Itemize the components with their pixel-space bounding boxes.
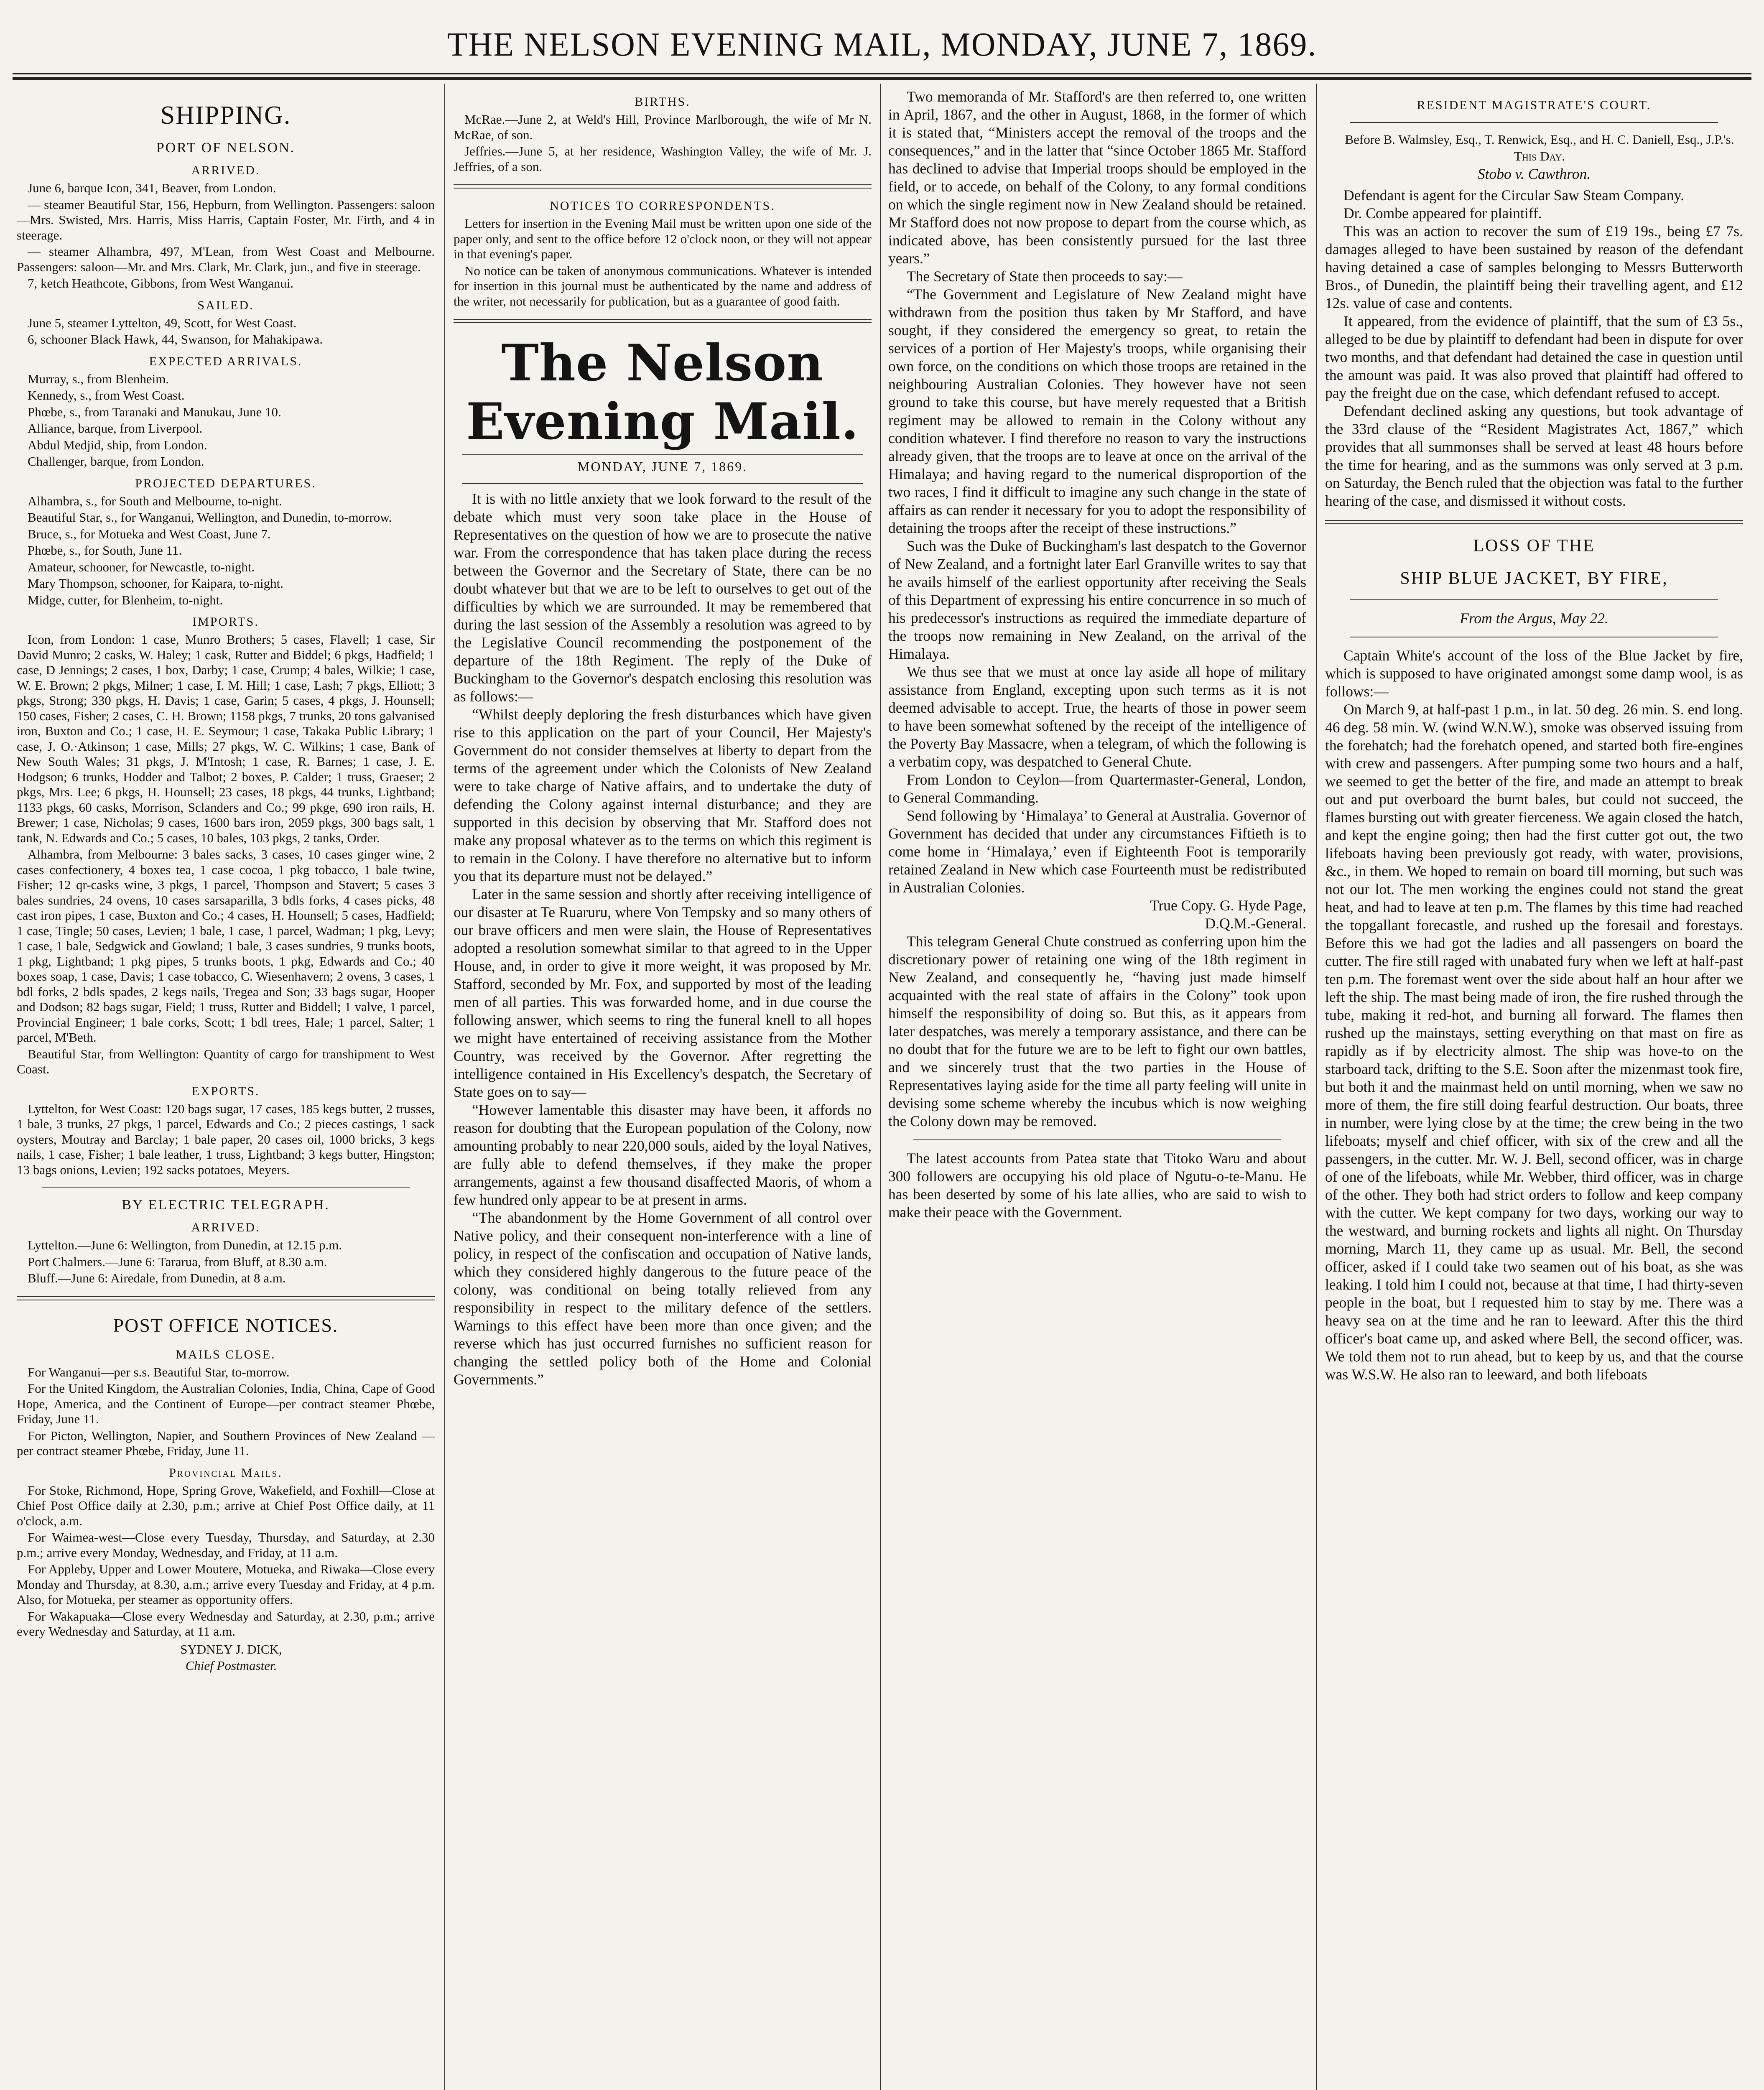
newspaper-flag: The Nelson Evening Mail. — [466, 334, 859, 451]
list-item: Alhambra, s., for South and Melbourne, to-night. — [28, 493, 282, 508]
article-title: LOSS OF THE — [1473, 536, 1595, 556]
list-item: Phœbe, s., from Taranaki and Manukau, June 10. — [28, 404, 281, 419]
signature-title: D.Q.M.-General. — [1205, 915, 1306, 932]
subsection-title: ARRIVED. — [191, 1221, 260, 1234]
divider — [462, 483, 863, 484]
editorial-paragraph: Later in the same session and shortly after receiving intelligence of our disaster at Te Ruaruru, where Von Tempsky and so many others of our brave officers and men were slain, the House of Representatives adopted a resolution somewhat similar to that agreed to in the Upper House, and, in order to give it more weight, it was proposed by Mr. Stafford, seconded by Mr. Fox, and supported by most of the leading men of all parties. This was forwarded home, and in due course the following answer, which seems to ring the funeral knell to all hopes we might have entertained of receiving assistance from the Mother Country, was received by the Governor. After regretting the intelligence contained in His Excellency's despatch, the Secretary of State goes on to say— — [454, 886, 872, 1100]
signature-title: Chief Postmaster. — [185, 1658, 277, 1673]
article-paragraph: On March 9, at half-past 1 p.m., in lat. 50 deg. 26 min. S. end long. 46 deg. 58 min. W. (wind W.N.W.), smoke was observed issuing from the forehatch; had the forehatch opened, and started both fire-engines with crew and passengers. After pumping some two hours and a half, we seemed to get the better of the fire, and made an attempt to break out and put overboard the burnt bales, but could not succeed, the flames bursting out with greater fierceness. We again closed the hatch, and kept the engine going; then had the first cutter got out, the two lifeboats having been previously got ready, with water, provisions, &c., in them. We hoped to remain on board till morning, but such was not our lot. The men working the engines could not stand the great heat, and had to leave at ten p.m. The flames by this time had reached the topgallant forecastle, and rushed up the foresail and forestays. Before this we had got the ladies and all passengers on board the cutter. The fire still raged with unabated fury when we left at half-past ten p.m. The foremast went over the side about half an hour after we left the ship. The mast being made of iron, the fire rushed through the tube, making it red-hot, and burning all forward. The flames then rushed up the mainstays, setting everything on that mast on fire as rapidly as if by electricity almost. The ship was hove-to on the starboard tack, drifting to the S.E. Soon after the mizenmast took fire, but both it and the mainmast held on until morning, when we saw no more of them, the fire still doing fearful destruction. Our boats, three in number, were lying close by at the time; the crew being in the two lifeboats; myself and chief officer, with six of the crew and all the passengers, in the cutter. Mr. W. J. Bell, second officer, was in charge of one of the lifeboats, while Mr. Webber, third officer, was in charge of the other. They both had strict orders to follow and keep company with the cutter. We kept company for two days, working our way to the westward, and burning rockets and lights all night. On Thursday morning, March 11, they came up as usual. Mr. Bell, the second officer, asked if I could take two seamen out of his boat, as she was leaking. I told him I could not, because at that time, I had thirty-seven people in the boat, but I requested him to stay by me. There was a heavy sea on at the time and he ran to leeward. After this the third officer's boat came up, and asked where Bell, the second officer, was. We told them not to run ahead, but to keep by us, and that the course was W.S.W. He also ran to leeward, and both lifeboats — [1325, 701, 1743, 1383]
article-source: From the Argus, May 22. — [1460, 610, 1609, 627]
subsection-title: MAILS CLOSE. — [176, 1347, 276, 1361]
court-day: This Day. — [1514, 148, 1565, 163]
list-item: June 6, barque Icon, 341, Beaver, from London. — [28, 181, 276, 195]
subsection-title: PROJECTED DEPARTURES. — [135, 476, 316, 490]
editorial-paragraph: “The Government and Legislature of New Zealand might have withdrawn from the position thus taken by Mr Stafford, and have sought, if they considered the emergency so great, to retain the services of a portion of Her Majesty's troops, while organising their own force, on the conditions on which those troops are retained in the neighbouring Australian Colonies. They however have not seen ground to take this course, but have merely requested that a British regiment may be allowed to remain in the Colony without any condition whatever. I find therefore no reason to vary the instructions already given, that the troops are to leave at once on the arrival of the Himalaya; and having regard to the numerical disproportion of the two races, I find it difficult to imagine any such change in the state of affairs as can render it necessary for you to adopt the responsibility of detaining the troops after the receipt of these instructions.” — [888, 286, 1306, 536]
editorial-paragraph: “However lamentable this disaster may have been, it affords no reason for doubting that the European population of the Colony, now amounting probably to near 220,000 souls, aided by the loyal Natives, are fully able to defend themselves, if they make the proper arrangements, against a few thousand disaffected Maoris, of whom a few hundred only appear to be at present in arms. — [454, 1101, 872, 1208]
list-item: Kennedy, s., from West Coast. — [28, 388, 185, 403]
subsection-title: EXPORTS. — [191, 1084, 260, 1098]
divider — [454, 184, 872, 189]
masthead: THE NELSON EVENING MAIL, MONDAY, JUNE 7, 1869. — [447, 26, 1317, 63]
editorial-paragraph: From London to Ceylon—from Quartermaster-General, London, to General Commanding. — [888, 771, 1306, 806]
list-item: Lyttelton.—June 6: Wellington, from Dunedin, at 12.15 p.m. — [28, 1238, 342, 1252]
court-paragraph: Defendant declined asking any questions, but took advantage of the 33rd clause of the “Resident Magistrates Act, 1867,” which provides that all summonses shall be served at least 48 hours before the time for hearing, and as the summons was only served at 3 p.m. on Saturday, the Bench ruled that the objection was fatal to the further hearing of the case, and dismissed it without costs. — [1325, 403, 1743, 509]
list-item: Jeffries.—June 5, at her residence, Washington Valley, the wife of Mr. J. Jeffries, of a son. — [454, 144, 872, 174]
list-item: Bluff.—June 6: Airedale, from Dunedin, at 8 a.m. — [28, 1271, 286, 1285]
list-item: 6, schooner Black Hawk, 44, Swanson, for Mahakipawa. — [28, 332, 323, 347]
court-paragraph: It appeared, from the evidence of plaintiff, that the sum of £3 5s., alleged to be due by plaintiff to defendant had been in dispute for over two months, and that defendant had detained the case in question until the amount was paid. It was also proved that plaintiff had offered to pay the freight due on the case, which defendant refused to accept. — [1325, 313, 1743, 401]
column-editorial-continued — [888, 88, 1306, 2090]
list-item: Amateur, schooner, for Newcastle, to-night. — [28, 559, 255, 574]
subsection-title: EXPECTED ARRIVALS. — [149, 354, 303, 368]
section-title-court: RESIDENT MAGISTRATE'S COURT. — [1417, 98, 1652, 112]
dateline: MONDAY, JUNE 7, 1869. — [577, 459, 748, 474]
signature: SYDNEY J. DICK, — [180, 1641, 282, 1657]
notice-text: No notice can be taken of anonymous communications. Whatever is intended for insertion in this journal must be authenticated by the name and address of the writer, not necessarily for publication, but as a guarantee of good faith. — [454, 263, 872, 308]
list-item: Beautiful Star, s., for Wanganui, Wellington, and Dunedin, to-morrow. — [28, 510, 392, 525]
divider — [1350, 599, 1718, 600]
article-paragraph: Captain White's account of the loss of the Blue Jacket by fire, which is supposed to have originated amongst some damp wool, is as follows:— — [1325, 647, 1743, 700]
list-item: For Wanganui—per s.s. Beautiful Star, to-morrow. — [28, 1364, 290, 1379]
list-item: Phœbe, s., for South, June 11. — [28, 543, 182, 558]
list-item: For Wakapuaka—Close every Wednesday and Saturday, at 2.30, p.m.; arrive every Wednesday and Saturday, at 11 a.m. — [17, 1608, 435, 1639]
list-item: Icon, from London: 1 case, Munro Brothers; 5 cases, Flavell; 1 case, Sir David Munro; 2 casks, W. Haley; 1 cask, Rutter and Biddel; 6 pkgs, Hadfield; 1 case, D Jennings; 2 cases, 1 box, Darby; 1 case, Crump; 4 bales, Wilkie; 1 case, W. E. Brown; 2 pkgs, Milner; 1 case, I. M. Hill; 1 case, Lash; 7 pkgs, Elliott; 3 pkgs, Strong; 330 pkgs, H. Davis; 1 case, Garin; 5 cases, 4 pkgs, J. Hounsell; 150 cases, Fisher; 2 cases, C. H. Brown; 1158 pkgs, 7 trunks, 20 tons galvanised iron, Buxton and Co.; 1 case, H. E. Seymour; 1 case, Takaka Public Library; 1 case, J. O.·Atkinson; 1 case, Mills; 27 pkgs, W. C. Wilkins; 1 case, Bank of New South Wales; 31 pkgs, J. M'Intosh; 1 case, R. Barnes; 1 case, J. E. Hodgson; 6 trunks, Hodder and Talbot; 2 boxes, P. Calder; 1 truss, Graeser; 2 pkgs, Mrs. Lee; 6 pkgs, H. Hounsell; 23 cases, 18 pkgs, 44 trunks, Lightband; 1133 pkgs, 60 casks, Morrison, Sclanders and Co.; 99 pkge, 690 iron rails, H. Brewer; 1 case, Nicholas; 9 cases, 1600 bars iron, 2059 pkgs, 300 bags salt, 1 tank, N. Edwards and Co.; 5 cases, 10 bales, 103 pkgs, 2 tanks, Order. — [17, 632, 435, 845]
list-item: Mary Thompson, schooner, for Kaipara, to-night. — [28, 576, 284, 591]
column-shipping — [17, 88, 435, 2090]
header-rule-thick — [13, 77, 1751, 80]
editorial-paragraph: “The abandonment by the Home Government of all control over Native policy, and their consequent non-interference with a line of policy, in respect of the confiscation and occupation of Native lands, which they considered highly dangerous to the future peace of the colony, was conditional on being totally relieved from any responsibility in respect to the military defence of the settlers. Warnings to this effect have been more than once given; and the reverse which has just occurred furnishes no sufficient reason for changing the settled policy both of the Home and Colonial Governments.” — [454, 1209, 872, 1388]
list-item: 7, ketch Heathcote, Gibbons, from West Wanganui. — [28, 276, 294, 291]
editorial-paragraph: This telegram General Chute construed as conferring upon him the discretionary power of retaining one wing of the 18th regiment in New Zealand, and consequently he, “having just made himself acquainted with the real state of affairs in the Colony” took upon himself the responsibility of doing so. But this, as it appears from later despatches, was merely a temporary assistance, and there can be no doubt that for the future we are to be left to fight our own battles, and we sincerely trust that the two parties in the House of Representatives laying aside for the time all party feeling will unite in devising some scheme whereby the incubus which is now weighing the Colony down may be removed. — [888, 933, 1306, 1129]
list-item: Alliance, barque, from Liverpool. — [28, 421, 203, 436]
divider — [1325, 520, 1743, 524]
news-paragraph: The latest accounts from Patea state that Titoko Waru and about 300 followers are occupying his old place of Ngutu-o-te-Manu. He has been deserted by some of his late allies, who are said to wish to make their peace with the Government. — [888, 1150, 1306, 1221]
list-item: For Picton, Wellington, Napier, and Southern Provinces of New Zealand — per contract steamer Phœbe, Friday, June 11. — [17, 1428, 435, 1458]
divider — [454, 319, 872, 323]
list-item: For Stoke, Richmond, Hope, Spring Grove, Wakefield, and Foxhill—Close at Chief Post Office daily at 2.30, p.m.; arrive at Chief Post Office daily, at 11 o'clock, a.m. — [17, 1483, 435, 1528]
editorial-paragraph: Such was the Duke of Buckingham's last despatch to the Governor of New Zealand, and a fortnight later Earl Granville writes to say that he avails himself of the earliest opportunity after receiving the Seals of this Department of expressing his entire concurrence in so much of his predecessor's instructions as required the immediate departure of the troops now remaining in New Zealand, on the arrival of the Himalaya. — [888, 538, 1306, 662]
editorial-paragraph: We thus see that we must at once lay aside all hope of military assistance from England, excepting upon such terms as it is not deemed advisable to accept. True, the hearts of those in power seem to have been somewhat softened by the receipt of the intelligence of the Poverty Bay Massacre, when a telegram, of which the following is a verbatim copy, was despatched to General Chute. — [888, 663, 1306, 770]
column-divider — [444, 84, 445, 2090]
divider — [1350, 122, 1718, 123]
list-item: — steamer Beautiful Star, 156, Hepburn, from Wellington. Passengers: saloon—Mrs. Swisted, Mrs. Harris, Miss Harris, Captain Foster, Mr. Firth, and 4 in steerage. — [17, 197, 435, 242]
case-title: Stobo v. Cawthron. — [1477, 166, 1591, 182]
divider — [913, 1139, 1281, 1140]
list-item: — steamer Alhambra, 497, M'Lean, from West Coast and Melbourne. Passengers: saloon—Mr. and Mrs. Clark, Mr. Clark, jun., and five in steerage. — [17, 244, 435, 274]
list-item: Abdul Medjid, ship, from London. — [28, 437, 207, 452]
list-item: Midge, cutter, for Blenheim, to-night. — [28, 592, 223, 607]
header-rule — [13, 73, 1751, 74]
column-editorial — [454, 88, 872, 2090]
section-title-shipping: SHIPPING. — [160, 101, 291, 130]
subsection-title: SAILED. — [197, 298, 254, 312]
list-item: McRae.—June 2, at Weld's Hill, Province Marlborough, the wife of Mr N. McRae, of son. — [454, 112, 872, 142]
editorial-paragraph: Two memoranda of Mr. Stafford's are then referred to, one written in April, 1867, and the other in August, 1868, in the former of which it is stated that, “Ministers accept the removal of the troops and the consequences,” and in the latter that “since October 1865 Mr. Stafford has declined to advise that Imperial troops should be employed in the field, or to accede, on behalf of the Colony, to any formal conditions on which the single regiment now in New Zealand should be retained. Mr Stafford does not now propose to depart from the course which, as indicated above, has been consistently pursued for the last three years.” — [888, 88, 1306, 267]
court-paragraph: Dr. Combe appeared for plaintiff. — [1343, 205, 1542, 222]
list-item: Challenger, barque, from London. — [28, 454, 204, 469]
subsection-title: ARRIVED. — [191, 163, 260, 177]
section-title-births: BIRTHS. — [635, 95, 691, 109]
editorial-paragraph: The Secretary of State then proceeds to say:— — [907, 268, 1183, 285]
signature: True Copy. G. Hyde Page, — [1150, 897, 1306, 914]
list-item: For Waimea-west—Close every Tuesday, Thursday, and Saturday, at 2.30 p.m.; arrive every Monday, Wednesday, and Friday, at 11 a.m. — [17, 1530, 435, 1560]
list-item: Beautiful Star, from Wellington: Quantity of cargo for transhipment to West Coast. — [17, 1046, 435, 1076]
list-item: Murray, s., from Blenheim. — [28, 371, 169, 386]
court-paragraph: Defendant is agent for the Circular Saw Steam Company. — [1343, 187, 1684, 204]
editorial-paragraph: “Whilst deeply deploring the fresh disturbances which have given rise to this application on the part of your Council, Her Majesty's Government do not consider themselves at liberty to depart from the terms of the agreement under which the Colonists of New Zealand were to take charge of Native affairs, and to undertake the duty of defending the Colony against internal disturbance; and they are supported in this decision by observing that Mr. Stafford does not make any proposal whatever as to the terms on which this regiment is to remain in the Colony. I have therefore no alternative but to inform you that its departure must not be delayed.” — [454, 706, 872, 884]
court-paragraph: This was an action to recover the sum of £19 19s., being £7 7s. damages alleged to have been sustained by reason of the defendant having detained a case of samples belonging to Messrs Butterworth Bros., of Dunedin, the plaintiff being their travelling agent, and £12 12s. value of case and contents. — [1325, 223, 1743, 311]
list-item: Alhambra, from Melbourne: 3 bales sacks, 3 cases, 10 cases ginger wine, 2 cases confectionery, 4 boxes tea, 1 case cocoa, 1 pkg tobacco, 1 bale twine, Fisher; 12 qr-casks wine, 3 pkgs, 1 parcel, Thompson and Stavert; 5 cases 3 bales sundries, 24 ovens, 10 cases sarsaparilla, 3 bdls forks, 4 cases picks, 48 cast iron pipes, 1 case, Buxton and Co.; 4 cases, H. Hounsell; 5 cases, Hadfield; 1 case, Tingle; 50 cases, Levien; 1 bale, 1 case, 1 parcel, Wadman; 1 pkg, Levy; 1 case, 1 bale, Sedgwick and Gowland; 1 bale, 3 cases sundries, 9 trunks boots, 1 pkg, Lightband; 1 pkg pipes, 5 trunks boots, 1 pkg, Edwards and Co.; 40 boxes soap, 1 case, Davis; 1 case tobacco, C. Wiesenhavern; 2 ovens, 3 cases, 1 bdl forks, 2 bdls spades, 2 kegs nails, Tregea and Son; 33 bags sugar, Hooper and Dodson; 82 bags sugar, Field; 1 truss, Rutter and Biddell; 1 valve, 1 parcel, Provincial Engineer; 1 bale corks, Scott; 1 bdl trees, Hale; 1 parcel, Salter; 1 parcel, M'Beth. — [17, 847, 435, 1045]
divider — [462, 454, 863, 455]
divider — [17, 1296, 435, 1300]
section-title-post-office: POST OFFICE NOTICES. — [113, 1314, 339, 1336]
list-item: Bruce, s., for Motueka and West Coast, June 7. — [28, 526, 271, 541]
column-divider — [1316, 84, 1317, 2090]
subsection-title: IMPORTS. — [192, 615, 259, 629]
subsection-title: PORT OF NELSON. — [156, 140, 296, 155]
court-bench: Before B. Walmsley, Esq., T. Renwick, Esq., and H. C. Daniell, Esq., J.P.'s. — [1345, 132, 1734, 147]
list-item: Port Chalmers.—June 6: Tararua, from Bluff, at 8.30 a.m. — [28, 1254, 327, 1269]
subsection-title: BY ELECTRIC TELEGRAPH. — [122, 1197, 330, 1213]
editorial-paragraph: Send following by ‘Himalaya’ to General at Australia. Governor of Government has decided that under any circumstances Fiftieth is to come home in ‘Himalaya,’ even if Eighteenth Foot is temporarily retained Zealand in New which case Fourteenth must be redistributed in Australian Colonies. — [888, 807, 1306, 896]
list-item: For Appleby, Upper and Lower Moutere, Motueka, and Riwaka—Close every Monday and Thursday, at 8.30, a.m.; arrive every Tuesday and Friday, at 4 p.m. Also, for Motueka, per steamer as opportunity offers. — [17, 1562, 435, 1607]
list-item: Lyttelton, for West Coast: 120 bags sugar, 17 cases, 185 kegs butter, 2 trusses, 1 bale, 3 trunks, 27 pkgs, 1 parcel, Edwards and Co.; 2 pieces castings, 1 sack oysters, Moutray and Barclay; 1 bale paper, 20 cases oil, 1000 bricks, 3 kegs nails, 1 case, Fisher; 1 bale leather, 1 truss, Lightband; 3 kegs butter, Hingston; 13 bags onions, Levien; 192 sacks potatoes, Meyers. — [17, 1101, 435, 1177]
column-divider — [880, 84, 881, 2090]
article-title: SHIP BLUE JACKET, BY FIRE, — [1400, 569, 1668, 588]
list-item: For the United Kingdom, the Australian Colonies, India, China, Cape of Good Hope, America, and the Continent of Europe—per contract steamer Phœbe, Friday, June 11. — [17, 1381, 435, 1426]
list-item: June 5, steamer Lyttelton, 49, Scott, for West Coast. — [28, 315, 297, 330]
column-court-and-news — [1325, 88, 1743, 2090]
section-title-notices: NOTICES TO CORRESPONDENTS. — [550, 199, 775, 213]
editorial-paragraph: It is with no little anxiety that we look forward to the result of the debate which must very soon take place in the House of Representatives on the question of how we are to prosecute the native war. From the correspondence that has taken place during the recess between the Governor and the Secretary of State, there can be no doubt whatever but that we are to be left to ourselves to get out of the difficulties by which we are surrounded. It may be remembered that during the last session of the Assembly a resolution was agreed to by the Legislative Council recommending the postponement of the departure of the 18th Regiment. The reply of the Duke of Buckingham to the Governor's despatch enclosing this resolution was as follows:— — [454, 490, 872, 705]
subsection-title: Provincial Mails. — [169, 1466, 283, 1480]
notice-text: Letters for insertion in the Evening Mail must be written upon one side of the paper only, and sent to the office before 12 o'clock noon, or they will not appear in that evening's paper. — [454, 216, 872, 261]
divider — [42, 1187, 410, 1188]
